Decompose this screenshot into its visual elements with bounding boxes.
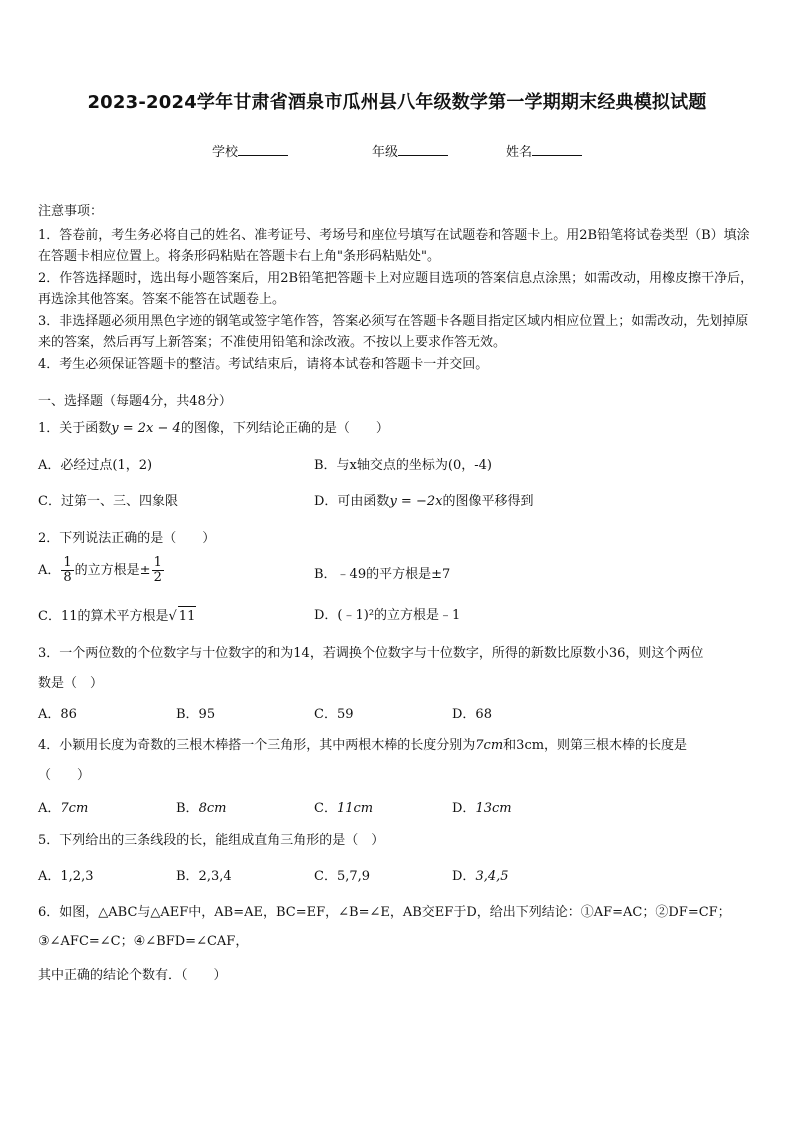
q2-option-a: A． $\frac{1}{8}$ 的立方根是± $\frac{1}{2}$ <box>38 555 162 585</box>
question-5-stem: 5．下列给出的三条线段的长，能组成直角三角形的是（ ） <box>38 833 385 848</box>
q5-option-c: C．5,7,9 <box>314 869 371 884</box>
section-heading: 一、选择题（每题4分，共48分） <box>38 394 232 409</box>
q4-option-c: C．11cm <box>314 801 374 816</box>
notice-item-4: 4．考生必须保证答题卡的整洁。考试结束后，请将本试卷和答题卡一并交回。 <box>38 356 489 372</box>
notice-item-2: 2．作答选择题时，选出每小题答案后，用2B铅笔把答题卡上对应题目选项的答案信息点涂黑；如需改动，用橡皮擦干净后，再选涂其他答案。答案不能答在试题卷上。 <box>38 270 754 307</box>
q4-option-a: A．7cm <box>38 801 89 816</box>
q5-option-b: B．2,3,4 <box>176 869 232 884</box>
question-6-line-2: ③∠AFC=∠C；④∠BFD=∠CAF， <box>38 934 249 949</box>
name-blank <box>532 142 582 156</box>
q1-function-expr: y = 2x − 4 <box>111 421 181 436</box>
page-title: 2023-2024学年甘肃省酒泉市瓜州县八年级数学第一学期期末经典模拟试题 <box>87 92 707 113</box>
grade-field <box>372 141 448 160</box>
question-4-line-2: （ ） <box>38 768 91 783</box>
question-4-line-1: 4．小颖用长度为奇数的三根木棒搭一个三角形，其中两根木棒的长度分别为7cm和3cm，则第三根木棒的长度是 <box>38 738 688 753</box>
q2-a-fraction-1: $\frac{1}{8}$ <box>63 555 72 585</box>
sqrt-symbol: √ <box>168 609 177 624</box>
q2-c-radicand: 11 <box>178 606 197 627</box>
question-2-stem: 2．下列说法正确的是（ ） <box>38 531 216 546</box>
q4-option-b: B．8cm <box>176 801 227 816</box>
question-3-line-1: 3．一个两位数的个位数字与十位数字的和为14，若调换个位数字与十位数字，所得的新数比原数小36，则这个两位 <box>38 646 704 661</box>
q1-option-c: C．过第一、三、四象限 <box>38 494 178 509</box>
q2-a-fraction-2: $\frac{1}{2}$ <box>153 555 162 585</box>
q4-length-1: 7cm <box>475 738 504 753</box>
q3-option-b: B．95 <box>176 707 216 722</box>
grade-blank <box>398 142 448 156</box>
q1-option-d: D．可由函数y = −2x的图像平移得到 <box>314 494 534 509</box>
q2-option-b: B．﹣49的平方根是±7 <box>314 567 451 582</box>
school-blank <box>238 142 288 156</box>
q2-option-d: D．(﹣1)²的立方根是﹣1 <box>314 608 461 623</box>
q3-option-d: D．68 <box>452 707 492 722</box>
name-label: 姓名 <box>506 145 533 160</box>
q5-option-d: D．3,4,5 <box>452 869 509 884</box>
q2-option-c: C．11的算术平方根是√ 11 <box>38 606 196 627</box>
notice-item-3: 3．非选择题必须用黑色字迹的钢笔或签字笔作答，答案必须写在答题卡各题目指定区域内相应位置上；如需改动，先划掉原来的答案，然后再写上新答案；不准使用铅笔和涂改液。不按以上要求作答无效。 <box>38 313 749 350</box>
q3-option-c: C．59 <box>314 707 354 722</box>
grade-label: 年级 <box>372 145 399 160</box>
notice-block <box>38 201 760 375</box>
school-field <box>212 141 288 160</box>
question-6-line-1: 6．如图，△ABC与△AEF中，AB=AE，BC=EF，∠B=∠E，AB交EF于D，给出下列结论：①AF=AC；②DF=CF； <box>38 905 731 920</box>
notice-item-1: 1．答卷前，考生务必将自己的姓名、准考证号、考场号和座位号填写在试题卷和答题卡上。用2B铅笔将试卷类型（B）填涂在答题卡相应位置上。将条形码粘贴在答题卡右上角"条形码粘贴处"。 <box>38 227 750 264</box>
q1-option-b: B．与x轴交点的坐标为(0，-4) <box>314 458 492 473</box>
notice-heading: 注意事项： <box>38 204 104 219</box>
q3-option-a: A．86 <box>38 707 77 722</box>
q1-option-a: A．必经过点(1，2) <box>38 458 153 473</box>
question-1-stem: 1．关于函数y = 2x − 4的图像，下列结论正确的是（ ） <box>38 421 389 436</box>
name-field <box>506 141 582 160</box>
q1-d-expr: y = −2x <box>389 494 443 509</box>
q4-option-d: D．13cm <box>452 801 512 816</box>
school-label: 学校 <box>212 145 239 160</box>
q5-option-a: A．1,2,3 <box>38 869 94 884</box>
question-3-line-2: 数是（ ） <box>38 676 104 691</box>
question-6-line-3: 其中正确的结论个数有．（ ） <box>38 968 227 983</box>
